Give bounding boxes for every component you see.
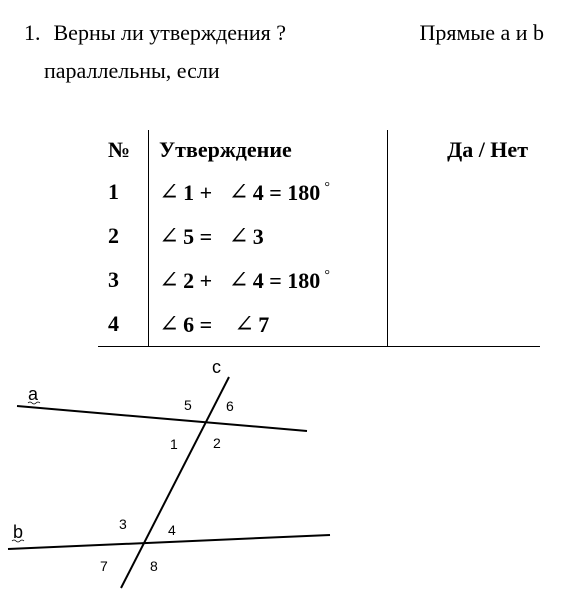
answer-cell[interactable]	[388, 302, 541, 347]
question-text	[24, 14, 544, 90]
row-number: 3	[98, 258, 149, 302]
statement-part-b: 4 = 180	[252, 179, 321, 205]
table-row	[98, 258, 540, 302]
angle-icon: ∠	[228, 179, 249, 206]
angle-icon: ∠	[159, 311, 180, 338]
header-number: №	[98, 130, 149, 170]
angle-icon: ∠	[228, 267, 249, 294]
question-text-left: Верны ли утверждения ?	[53, 20, 286, 45]
line-c	[121, 377, 229, 588]
statement-part-a: 1 +	[183, 179, 213, 205]
angle-label-2: 2	[213, 435, 221, 451]
statement-part-a: 5 =	[183, 223, 213, 249]
answer-cell[interactable]	[388, 170, 541, 214]
angle-icon: ∠	[228, 223, 249, 250]
row-statement	[149, 214, 388, 258]
row-statement	[149, 302, 388, 347]
statements-table	[98, 130, 540, 347]
label-b: b	[13, 522, 24, 542]
row-number: 1	[98, 170, 149, 214]
angle-label-6: 6	[226, 398, 234, 414]
question-text-right: Прямые a и b	[419, 20, 544, 45]
angle-icon: ∠	[234, 311, 255, 338]
angle-icon: ∠	[159, 267, 180, 294]
question-line-2: параллельны, если	[44, 58, 220, 83]
table-row	[98, 214, 540, 258]
statement-part-b: 4 = 180	[252, 267, 321, 293]
answer-cell[interactable]	[388, 258, 541, 302]
answer-cell[interactable]	[388, 214, 541, 258]
row-number: 4	[98, 302, 149, 347]
degree-sign: °	[324, 268, 330, 284]
angle-icon: ∠	[159, 223, 180, 250]
table-row	[98, 302, 540, 347]
table-row	[98, 170, 540, 214]
geometry-figure	[0, 355, 576, 606]
header-statement: Утверждение	[149, 130, 388, 170]
label-a: a	[28, 384, 39, 404]
line-a	[17, 406, 307, 431]
row-statement	[149, 170, 388, 214]
angle-label-7: 7	[100, 558, 108, 574]
question-number: 1.	[24, 20, 41, 45]
statement-part-a: 6 =	[183, 311, 213, 337]
angle-icon: ∠	[159, 179, 180, 206]
statement-part-a: 2 +	[183, 267, 213, 293]
angle-label-3: 3	[119, 516, 127, 532]
degree-sign: °	[324, 180, 330, 196]
table-header-row	[98, 130, 540, 170]
angle-label-5: 5	[184, 397, 192, 413]
statement-part-b: 7	[258, 311, 270, 337]
angle-label-8: 8	[150, 558, 158, 574]
row-number: 2	[98, 214, 149, 258]
statement-part-b: 3	[252, 223, 264, 249]
angle-label-1: 1	[170, 436, 178, 452]
angle-label-4: 4	[168, 522, 176, 538]
label-c: c	[212, 357, 221, 377]
question-line-1	[24, 14, 544, 52]
header-yes-no: Да / Нет	[447, 137, 528, 162]
row-statement	[149, 258, 388, 302]
